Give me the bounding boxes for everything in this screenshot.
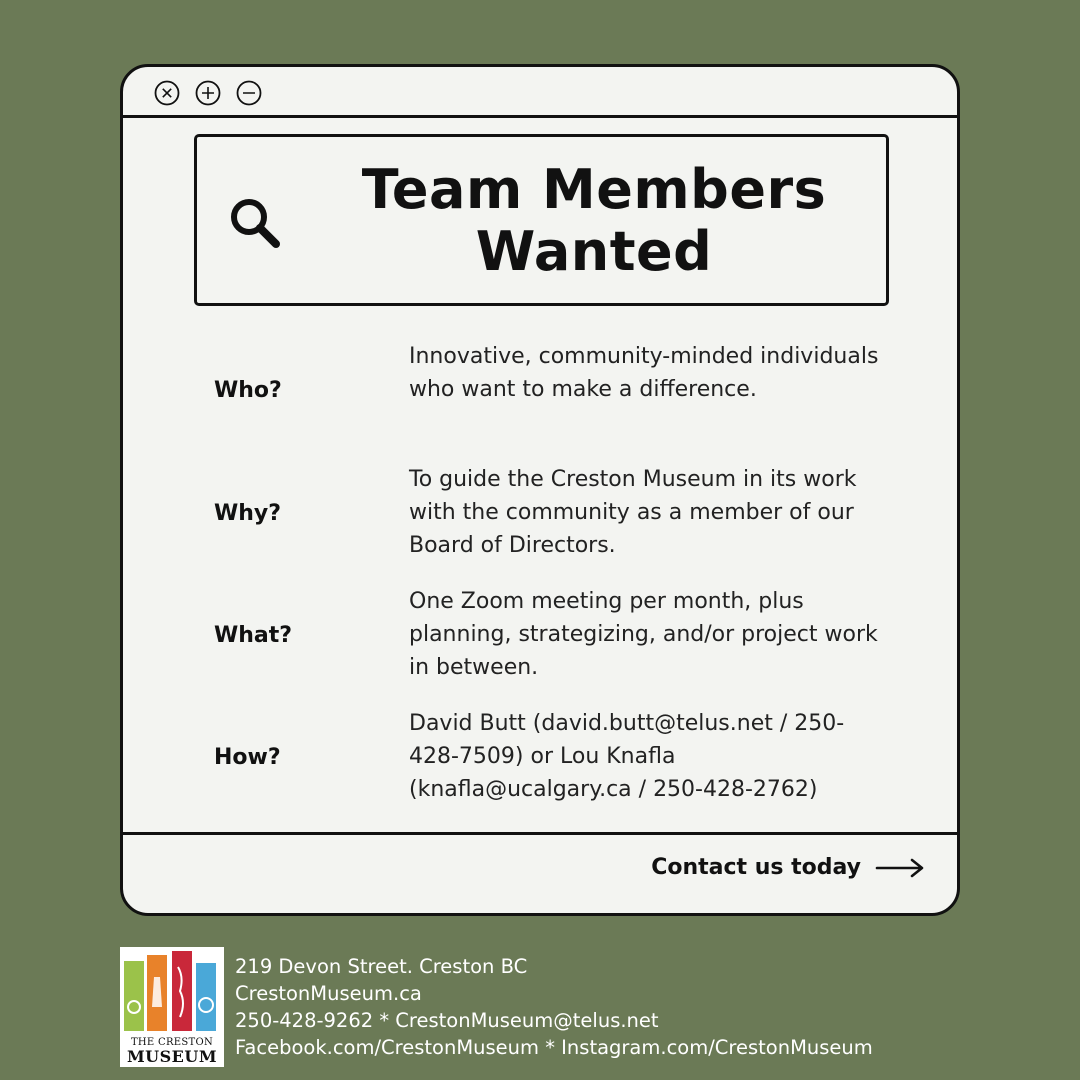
contact-button-label: Contact us today (651, 855, 861, 880)
search-bar[interactable] (194, 134, 889, 306)
phone-email: 250-428-9262 * CrestonMuseum@telus.net (235, 1009, 659, 1032)
row-label: Why? (214, 500, 282, 526)
info-row-why (214, 463, 887, 563)
close-icon[interactable] (154, 80, 180, 106)
website-link[interactable]: CrestonMuseum.ca (235, 982, 422, 1005)
plus-icon[interactable] (195, 80, 221, 106)
row-text: Innovative, community-minded individuals who want to make a difference. (409, 344, 879, 402)
social-links[interactable]: Facebook.com/CrestonMuseum * Instagram.com/CrestonMuseum (235, 1036, 873, 1059)
arrow-right-icon (875, 858, 925, 878)
logo-wordmark: THE CRESTON MUSEUM (126, 1037, 218, 1066)
contact-button[interactable] (651, 855, 925, 880)
row-label: How? (214, 744, 281, 770)
address: 219 Devon Street. Creston BC (235, 955, 528, 978)
title-line-2: Wanted (475, 220, 713, 283)
museum-logo (120, 947, 224, 1067)
window-titlebar (123, 67, 957, 118)
browser-window (120, 64, 960, 916)
row-text: To guide the Creston Museum in its work with the community as a member of our Board of Directors. (409, 467, 857, 558)
row-label: What? (214, 622, 293, 648)
row-text: One Zoom meeting per month, plus planning, strategizing, and/or project work in between. (409, 589, 878, 680)
window-content (123, 118, 957, 838)
page-title (337, 159, 851, 283)
info-row-what (214, 585, 887, 685)
row-label: Who? (214, 377, 282, 403)
info-row-how (214, 707, 887, 807)
info-row-who (214, 340, 887, 440)
minus-icon[interactable] (236, 80, 262, 106)
row-text: David Butt (david.butt@telus.net / 250-428-7509) or Lou Knafla (knafla@ucalgary.ca / 250-428-2762) (409, 711, 845, 802)
search-icon (227, 195, 283, 251)
logo-artwork (120, 947, 224, 1033)
contact-info (235, 953, 873, 1061)
window-footer (123, 832, 957, 913)
title-line-1: Team Members (361, 158, 827, 221)
